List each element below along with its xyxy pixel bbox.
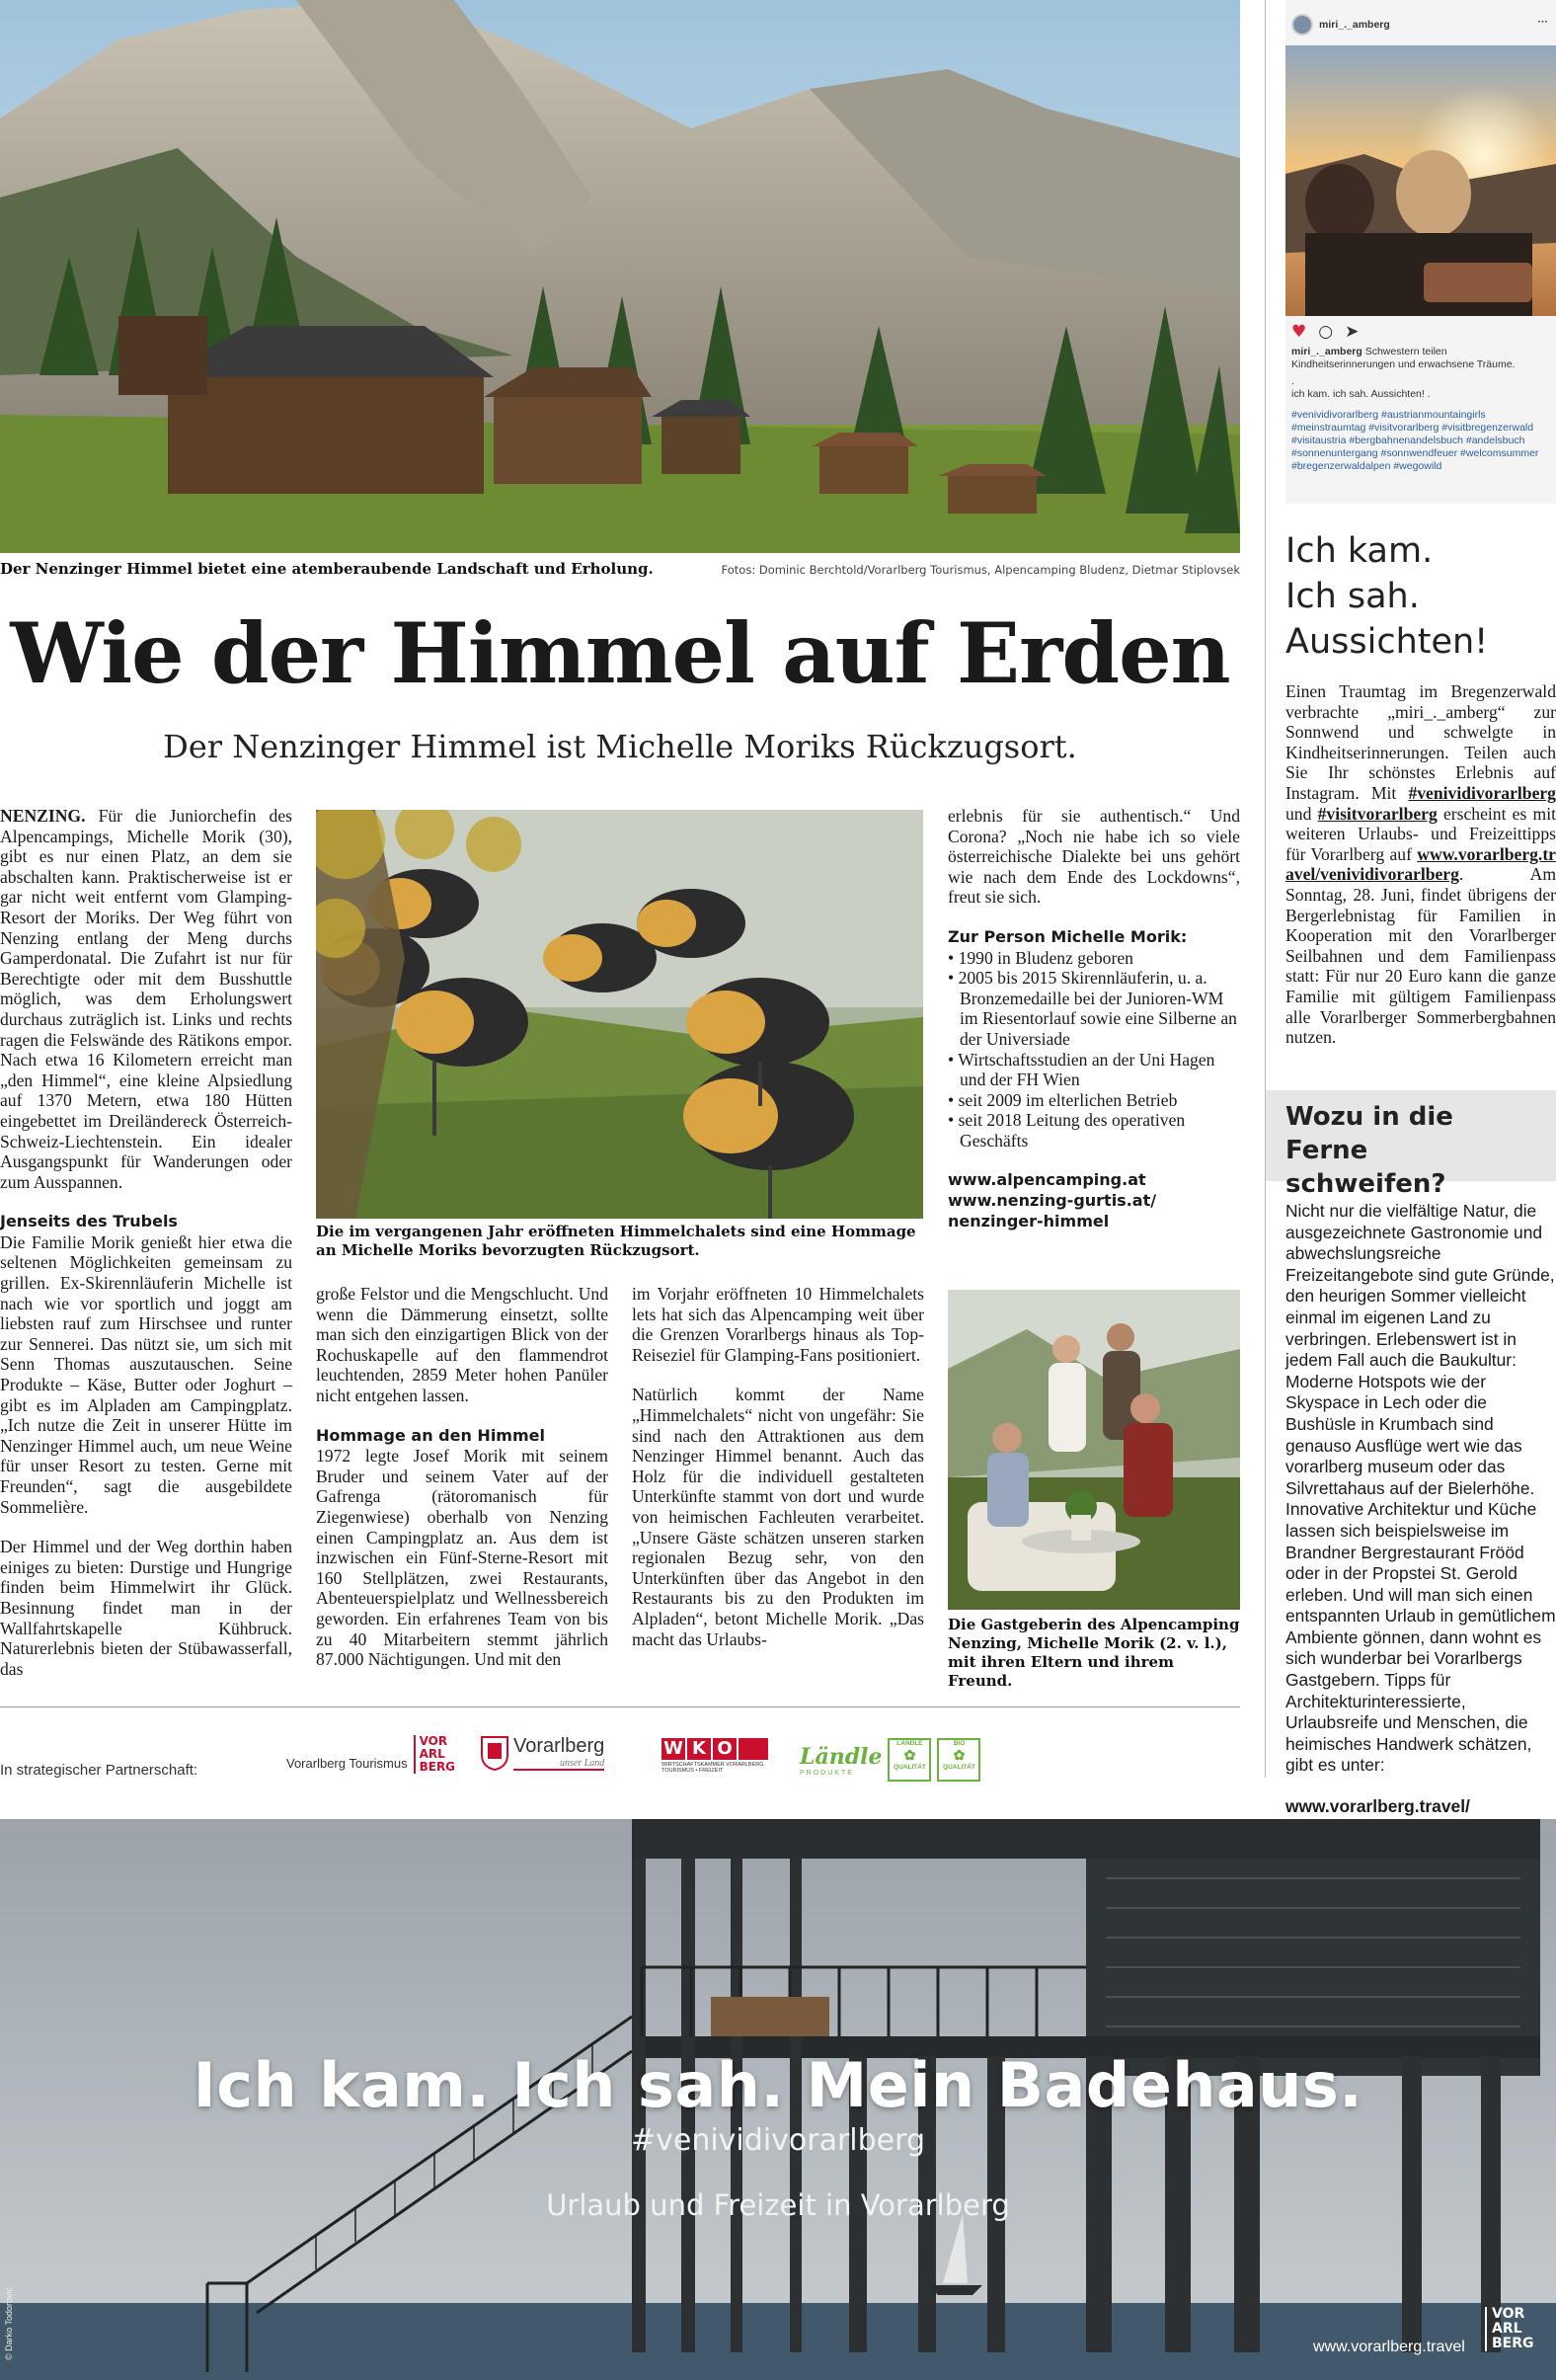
- paragraph-himmel-weg: Der Himmel und der Weg dorthin haben einiges zu bieten: Durstige und Hungrige finden beim Himmelwirt ihr Glück. Besinnung findet man in der Wallfahrtskapelle Kühbruck. Naturerlebnis bieten der Stübawasserfall, das: [0, 1537, 292, 1679]
- paragraph-history: 1972 legte Josef Morik mit seinem Bruder und seinem Vater auf der Gafrenga (rätoromanisch für Ziegenwiese) oberhalb von Nenzing einen Campingplatz an. Aus dem ist inzwischen ein Fünf-Sterne-Resort mit 160 Stellplätzen, zwei Restaurants, Abenteuerspielplatz und Wellnessbereich geworden. Ein erfahrenes Team von bis zu 40 Mitarbeitern stemmt jährlich 87.000 Nächtigungen. Und mit den: [316, 1446, 608, 1670]
- land-logo-sub: unser Land: [559, 1758, 605, 1769]
- ad-slogan: Ich kam. Ich sah. Mein Badehaus.: [193, 2049, 1363, 2121]
- subheading-jenseits: Jenseits des Trubels: [0, 1212, 178, 1231]
- link-urlaub-architektur-1[interactable]: www.vorarlberg.travel/: [1285, 1796, 1470, 1817]
- article-column-2: [316, 1284, 608, 1690]
- ad-mark-line-3: BERG: [1492, 2336, 1534, 2351]
- laendle-logo-sub: PRODUKTE: [800, 1769, 854, 1777]
- quality-seal-bio: BIO ✿ QUALITÄT: [937, 1738, 980, 1782]
- sidebar-title: [1285, 528, 1556, 665]
- seal-1-top: LÄNDLE: [896, 1740, 923, 1747]
- wko-crest-icon: [739, 1738, 768, 1760]
- logo-land-vorarlberg[interactable]: [480, 1735, 604, 1771]
- instagram-motto: ich kam. ich sah. Aussichten! .: [1291, 388, 1431, 400]
- person-fact: • Wirtschaftsstudien an der Uni Hagen und der FH Wien: [948, 1050, 1240, 1090]
- ad-tagline: Urlaub und Freizeit in Vorarlberg: [546, 2188, 1010, 2222]
- paragraph-intro: Für die Juniorchefin des Alpencampings, Michelle Morik (30), gibt es nur einen Platz, an dem sie abschalten kann. Praktischerweise ist er gar nicht weit entfernt vom Glamping-Resort der Moriks. Der Weg führt von Nenzing entlang der Meng durchs Gamperdonatal. Die Zufahrt ist nur für Berechtigte oder mit dem Busshuttle möglich, was dem Erholungswert durchaus zuträglich ist. Links und rechts ragen die Felswände des Rätikons empor. Nach etwa 16 Kilometern erreicht man „den Himmel“, eine kleine Alpsiedlung auf 1370 Metern, etwa 180 Hütten eingebettet im Dreiländereck Österreich-Schweiz-Liechtenstein. Ein idealer Ausgangspunkt für Wanderungen oder zum Ausspannen.: [0, 806, 292, 1192]
- land-logo-text: Vorarlberg: [513, 1735, 605, 1757]
- comment-icon[interactable]: ○: [1318, 322, 1334, 342]
- link-venividivorarlberg[interactable]: www.vorarlberg.travel/venividivorarlberg: [1285, 843, 1556, 885]
- hashtag-venividivorarlberg[interactable]: #venividivorarlberg: [1408, 782, 1556, 803]
- dateline: NENZING.: [0, 806, 86, 826]
- logo-laendle[interactable]: [800, 1738, 980, 1782]
- vt-mark-line-3: BERG: [419, 1760, 456, 1774]
- sidebar-box-text: Nicht nur die vielfältige Natur, die ausgezeichnete Gastronomie und abwechslungsreiche Freizeitangebote sind gute Gründe, den heurigen Sommer vielleicht einmal im eigenen Land zu verbringen. Erlebenswert ist in jedem Fall auch die Baukultur: Moderne Hotspots wie der Skyspace in Lech oder die Bushüsle in Krumbach sind genauso Ausflüge wert wie das vorarlberg museum oder das Silvrettahaus auf der Bielerhöhe. Innovative Architektur und Küche lassen sich beispielsweise im Brandner Bergrestaurant Frööd oder in der Propstei St. Gerold erleben. Und will man sich einen entspannten Urlaub in gemütlichem Ambiente gönnen, dann wohnt es sich wunderbar bei Vorarlbergs Gastgebern. Tipps für Architekturinteressierte, Urlaubsreife und Menschen, die heimisches Handwerk schätzen, gibt es unter:: [1285, 1201, 1556, 1776]
- logo-vorarlberg-tourismus[interactable]: [286, 1735, 455, 1774]
- family-caption: Die Gastgeberin des Alpencamping Nenzing, Michelle Morik (2. v. l.), mit ihren Eltern und ihrem Freund.: [948, 1616, 1240, 1690]
- vt-mark-line-2: ARL: [419, 1747, 445, 1761]
- ad-photo-credit: © Darko Todorovic: [4, 2287, 14, 2360]
- wko-letter: K: [687, 1738, 711, 1760]
- wko-letter: W: [661, 1738, 685, 1760]
- ad-mark-line-2: ARL: [1492, 2321, 1522, 2337]
- person-fact: • seit 2018 Leitung des operativen Geschäfts: [948, 1110, 1240, 1150]
- share-icon[interactable]: ➤: [1345, 322, 1360, 342]
- instagram-post: [1285, 0, 1556, 504]
- chalet-caption: Die im vergangenen Jahr eröffneten Himmelchalets sind eine Hommage an Michelle Moriks bevorzugten Rückzugsort.: [316, 1223, 916, 1259]
- vt-mark-line-1: VOR: [419, 1734, 448, 1748]
- sidebar-box-heading: Wozu in die Ferne schweifen?: [1266, 1090, 1556, 1181]
- ad-hashtag: #venividivorarlberg: [630, 2123, 925, 2158]
- instagram-username[interactable]: miri_._amberg: [1319, 18, 1390, 31]
- hero-photo-credit: Fotos: Dominic Berchtold/Vorarlberg Tourismus, Alpencamping Bludenz, Dietmar Stiplovsek: [721, 563, 1240, 577]
- paragraph-felstor: große Felstor und die Mengschlucht. Und wenn die Dämmerung einsetzt, sollte man sich den einzigartigen Blick von der Rochuskapelle auf den flammendrot leuchtenden, 2859 Meter hohen Panüler nicht entgehen lassen.: [316, 1284, 608, 1405]
- subheading-hommage: Hommage an den Himmel: [316, 1425, 545, 1445]
- laendle-logo-text: Ländle: [800, 1743, 883, 1770]
- paragraph-family: Die Familie Morik genießt hier etwa die seltenen Möglichkeiten gemeinsam zu grillen. Ex-Skirennläuferin Michelle ist nach wie vor sportlich und joggt am liebsten rauf zum Hirschsee und runter zur Sennerei. Das nützt sie, um sich mit Senn Thomas auszutauschen. Seine Produkte – Käse, Butter oder Joghurt – gibt es im Alpladen am Campingplatz. „Ich nutze die Zeit in unserer Hütte im Nenzinger Himmel auch, um neue Weine für unser Resort zu testen. Gerne mit Freunden“, sagt die ausgebildete Sommelière.: [0, 1231, 292, 1517]
- sidebar-title-line-2: Ich sah.: [1285, 577, 1420, 616]
- hashtag-visitvorarlberg[interactable]: #visitvorarlberg: [1317, 803, 1438, 824]
- article-column-3: [632, 1284, 924, 1669]
- link-alpencamping[interactable]: www.alpencamping.at: [948, 1169, 1146, 1189]
- sidebar-title-line-1: Ich kam.: [1285, 531, 1434, 571]
- coat-of-arms-icon: [480, 1735, 509, 1771]
- person-facts-list: [948, 948, 1240, 1151]
- hero-caption: Der Nenzinger Himmel bietet eine atemberaubende Landschaft und Erholung.: [0, 560, 654, 578]
- quality-seal-laendle: LÄNDLE ✿ QUALITÄT: [888, 1738, 931, 1782]
- instagram-caption-dot: .: [1291, 375, 1294, 387]
- article-subhead: Der Nenzinger Himmel ist Michelle Moriks Rückzugsort.: [163, 728, 1077, 765]
- link-nenzing-gurtis[interactable]: www.nenzing-gurtis.at/: [948, 1190, 1157, 1210]
- hero-photo-mountain-village: [0, 0, 1240, 553]
- article-column-1: [0, 806, 292, 1699]
- sidebar-text-c: erscheint es mit weiteren Urlaubs- und Freizeittipps für Vorarlberg auf: [1285, 803, 1556, 864]
- instagram-hashtags[interactable]: #venividivorarlberg #austrianmountaingirls #meinstraumtag #visitvorarlberg #visitbregenzerwald #visitaustria #bergbahnenandelsbuch #andelsbuch #sonnenuntergang #sonnwendfeuer #welcomsummer #bregenzerwaldalpen #wegowild: [1291, 409, 1539, 472]
- person-box-heading: Zur Person Michelle Morik:: [948, 926, 1188, 946]
- more-options-icon[interactable]: ···: [1537, 16, 1548, 28]
- column-divider: [1265, 0, 1266, 1778]
- link-nenzinger-himmel[interactable]: nenzinger-himmel: [948, 1211, 1110, 1230]
- partner-label: In strategischer Partnerschaft:: [0, 1762, 198, 1779]
- logo-wko[interactable]: [661, 1738, 770, 1774]
- partner-divider: [0, 1706, 1240, 1707]
- instagram-avatar[interactable]: [1291, 14, 1313, 36]
- heart-icon[interactable]: ♥: [1291, 322, 1307, 342]
- family-photo: [948, 1290, 1240, 1610]
- person-fact: • 2005 bis 2015 Skirennläuferin, u. a. Bronzemedaille bei der Junioren-WM im Riesentorlauf sowie eine Silberne an der Universiade: [948, 968, 1240, 1049]
- article-headline: Wie der Himmel auf Erden: [10, 604, 1230, 702]
- sidebar-text-a: Einen Traumtag im Bregenzerwald verbrachte „miri_._amberg“ zur Sonnwend und schwelgte in Kindheitserinnerungen. Teilen auch Sie Ihr schönstes Erlebnis auf Instagram. Mit: [1285, 681, 1556, 803]
- person-fact: • 1990 in Bludenz geboren: [948, 948, 1240, 969]
- chalet-photo: [316, 810, 923, 1219]
- sidebar-body: [1285, 681, 1556, 1048]
- instagram-photo-sunset: [1285, 45, 1556, 316]
- wko-sub: WIRTSCHAFTSKAMMER VORARLBERG TOURISMUS • FREIZEIT: [661, 1762, 764, 1774]
- instagram-caption-text: Schwestern teilen Kindheitserinnerungen und erwachsene Träume.: [1291, 346, 1516, 370]
- person-fact: • seit 2009 im elterlichen Betrieb: [948, 1090, 1240, 1111]
- seal-1-bottom: QUALITÄT: [894, 1764, 926, 1771]
- vt-logo-text: Vorarlberg Tourismus: [286, 1756, 408, 1771]
- paragraph-himmelchalets: im Vorjahr eröffneten 10 Himmelchalets lets hat sich das Alpencamping weit über die Grenzen Vorarlbergs hinaus als Top-Reiseziel für Glamping-Fans positioniert.: [632, 1284, 924, 1365]
- ad-vorarlberg-mark: [1485, 2307, 1534, 2351]
- paragraph-corona: erlebnis für sie authentisch.“ Und Corona? „Noch nie habe ich so viele österreichische Dialekte bei uns gehört wie nach dem Ende des Lockdowns“, freut sie sich.: [948, 806, 1240, 908]
- instagram-caption-user[interactable]: miri_._amberg: [1291, 346, 1362, 357]
- wko-letter: O: [713, 1738, 737, 1760]
- sidebar-title-line-3: Aussichten!: [1285, 622, 1489, 662]
- ad-url[interactable]: www.vorarlberg.travel: [1313, 2339, 1465, 2355]
- sidebar-text-d: . Am Sonntag, 28. Juni, findet übrigens der Bergerlebnistag für Familien in Kooperation mit den Vorarlberger Seilbahnen und dem Familienpass statt: Für nur 20 Euro kann die ganze Familie mit gültigem Familienpass alle Vorarlberger Sommerbergbahnen nutzen.: [1285, 864, 1556, 1048]
- paragraph-name: Natürlich kommt der Name „Himmelchalets“ nicht von ungefähr: Sie sind nach den Attraktionen aus dem Nenzinger Himmel benannt. Auch das Holz für die individuell gestalteten Unterkünfte stammt von dort und wurde von heimischen Fachleuten verarbeitet. „Unsere Gäste schätzen unseren starken regionalen Bezug sehr, von den Unterkünften über das Angebot in den Restaurants bis zu den Produkten im Alpladen“, betont Michelle Morik. „Das macht das Urlaubs-: [632, 1385, 924, 1649]
- ad-mark-line-1: VOR: [1492, 2306, 1525, 2322]
- seal-2-bottom: QUALITÄT: [943, 1764, 975, 1771]
- sidebar-text-b: und: [1285, 803, 1312, 824]
- article-column-4: [948, 806, 1240, 1231]
- seal-2-top: BIO: [953, 1740, 966, 1747]
- sidebar-box-body: [1285, 1201, 1556, 1861]
